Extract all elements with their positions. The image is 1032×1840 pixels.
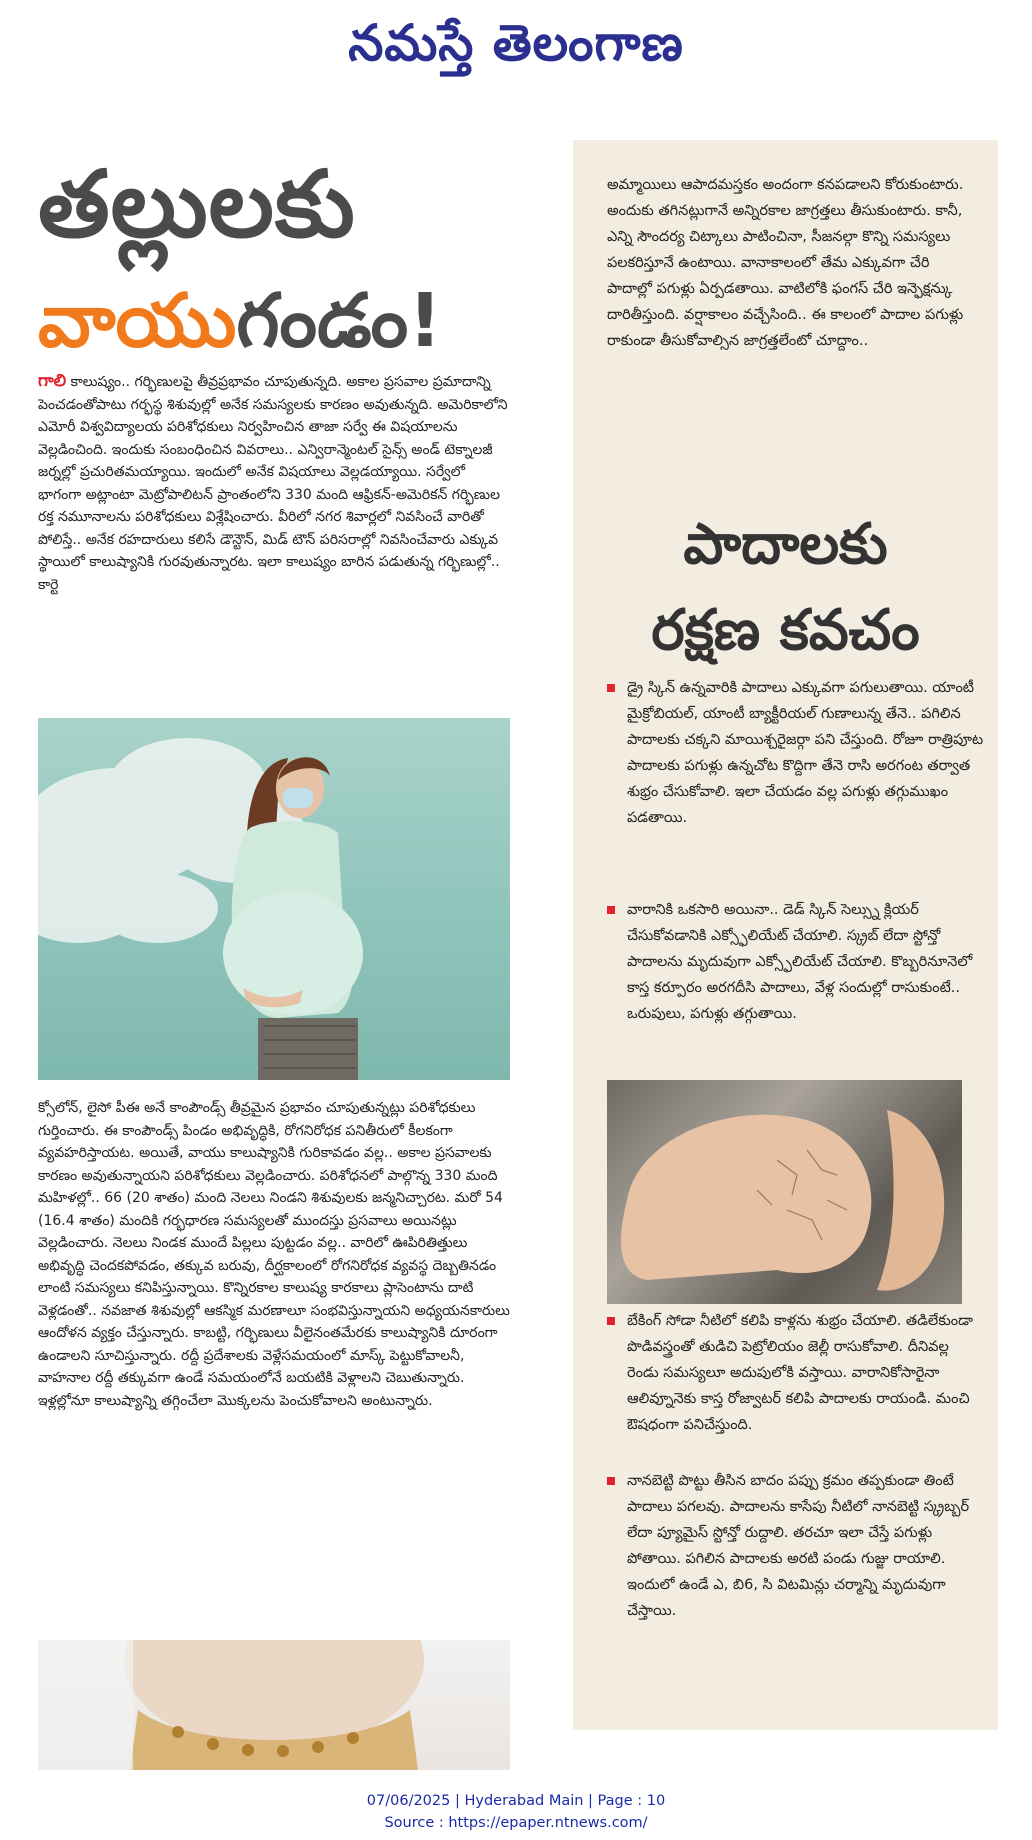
page-footer: [0, 1790, 1032, 1834]
sidebar-headline-line1: పాదాలకు: [683, 512, 888, 577]
headline-line1: తల్లులకు: [38, 151, 356, 258]
footer-edition-info: 07/06/2025 | Hyderabad Main | Page : 10: [366, 1793, 666, 1809]
source-link[interactable]: https://epaper.ntnews.com/: [448, 1815, 648, 1831]
footer-source: [0, 1812, 1032, 1834]
masthead-title: నమస్తే తెలంగాణ: [348, 14, 684, 72]
tip-text: బేకింగ్ సోడా నీటిలో కలిపి కాళ్లను శుభ్రం చేయాలి. తడిలేకుండా పొడివస్త్రంతో తుడిచి పెట్రోలియం జెల్లీ రాసుకోవాలి. దీనివల్ల రెండు సమస్యలూ అదుపులోకి వస్తాయి. వారానికోసారైనా ఆలివ్నూనెకు కాస్త రోజ్వాటర్ కలిపి పాదాలకు రాయండి. మంచి ఔషధంగా పనిచేస్తుంది.: [627, 1313, 973, 1433]
tips-list: [607, 675, 985, 1049]
tip-text: నానబెట్టి పొట్టు తీసిన బాదం పప్పు క్రమం తప్పకుండా తింటే పాదాలు పగలవు. పాదాలను కాసేపు నీటిలో నానబెట్టి స్క్రబ్బర్ లేదా ప్యూమైస్ స్టోన్తో రుద్దాలి. తరచూ ఇలా చేస్తే పగుళ్లు పోతాయి. పగిలిన పాదాలకు అరటి పండు గుజ్జు రాయాలి. ఇందులో ఉండే ఎ, బి6, సి విటమిన్లు చర్మాన్ని మృదువుగా చేస్తాయి.: [627, 1473, 970, 1619]
bullet-icon: [607, 1317, 615, 1325]
bullet-icon: [607, 684, 615, 692]
tip-item: [607, 1468, 985, 1668]
cracked-heels-photo: [607, 1080, 962, 1304]
sidebar-headline: [573, 502, 998, 674]
headline-accent: వాయు: [38, 278, 237, 364]
sidebar-intro: [607, 172, 979, 494]
tip-item: [607, 897, 985, 1049]
tip-text: డ్రై స్కిన్ ఉన్నవారికి పాదాలు ఎక్కువగా పగులుతాయి. యాంటీ మైక్రోబియల్, యాంటీ బ్యాక్టీరియల్ గుణాలున్న తేనె.. పగిలిన పాదాలకు చక్కని మాయిశ్చరైజర్గా పని చేస్తుంది. రోజూ రాత్రిపూట పాదాలకు పగుళ్లు ఉన్నచోట కొద్దిగా తేనె రాసి అరగంట తర్వాత శుభ్రం చేసుకోవాలి. ఇలా చేయడం వల్ల పగుళ్లు తగ్గుముఖం పడతాయి.: [627, 680, 984, 826]
sidebar-intro-text: అమ్మాయిలు ఆపాదమస్తకం అందంగా కనపడాలని కోరుకుంటారు. అందుకు తగినట్లుగానే అన్నిరకాల జాగ్రత్తలు తీసుకుంటారు. కానీ, ఎన్ని సౌందర్య చిట్కాలు పాటించినా, సీజనల్గా కొన్ని సమస్యలు పలకరిస్తూనే ఉంటాయి. వానాకాలంలో తేమ ఎక్కువగా చేరి పాదాల్లో పగుళ్లు ఏర్పడతాయి. వాటిలోకి ఫంగస్ చేరి ఇన్ఫెక్షన్కు దారితీస్తుంది. వర్షాకాలం వచ్చేసింది.. ఈ కాలంలో పాదాల పగుళ్లు రాకుండా తీసుకోవాల్సిన జాగ్రత్తలేంటో చూద్దాం..: [607, 177, 964, 349]
article-paragraph-1: [38, 370, 510, 710]
tip-item: [607, 675, 985, 897]
tip-item: [607, 1308, 985, 1468]
tips-list-continued: [607, 1308, 985, 1668]
bullet-icon: [607, 1477, 615, 1485]
article-paragraph-2: క్సోలోన్, లైసో పీఈ అనే కాంపౌండ్స్ తీవ్రమైన ప్రభావం చూపుతున్నట్లు పరిశోధకులు గుర్తించారు. ఈ కాంపౌండ్స్ పిండం అభివృద్ధికి, రోగనిరోధక పనితీరులో కీలకంగా వ్యవహరిస్తాయట. అయితే, వాయు కాలుష్యానికి గురికావడం వల్ల.. అకాల ప్రసవాలకు కారణం అవుతున్నాయని పరిశోధకులు వెల్లడించారు. పరిశోధనలో పాల్గొన్న 330 మంది మహిళల్లో.. 66 (20 శాతం) మంది నెలలు నిండని శిశువులకు జన్మనిచ్చారట. మరో 54 (16.4 శాతం) మందికి గర్భధారణ సమస్యలతో ముందస్తు ప్రసవాలు అయినట్లు వెల్లడించారు. నెలలు నిండక ముందే పిల్లలు పుట్టడం వల్ల.. వారిలో ఊపిరితిత్తులు అభివృద్ధి చెందకపోవడం, తక్కువ బరువు, దీర్ఘకాలంలో రోగనిరోధక వ్యవస్థ దెబ్బతినడం లాంటి సమస్యలు కనిపిస్తున్నాయి. కొన్నిరకాల కాలుష్య కారకాలు ప్లాసెంటాను దాటి వెళ్లడంతో.. నవజాత శిశువుల్లో ఆకస్మిక మరణాలూ సంభవిస్తున్నాయని అధ్యయనకారులు ఆందోళన వ్యక్తం చేస్తున్నారు. కాబట్టి, గర్భిణులు వీలైనంతమేరకు కాలుష్యానికి దూరంగా ఉండాలని సూచిస్తున్నారు. రద్దీ ప్రదేశాలకు వెళ్లేసమయంలో మాస్క్ పెట్టుకోవాలనీ, వాహనాల రద్దీ తక్కువగా ఉండే సమయంలోనే బయటికి వెళ్లాలని చెబుతున్నారు. ఇళ్లల్లోనూ కాలుష్యాన్ని తగ్గించేలా మొక్కలను పెంచుకోవాలని అంటున్నారు.: [38, 1100, 510, 1409]
sidebar-headline-line2: రక్షణ కవచం: [651, 598, 920, 663]
sidebar-article: [573, 140, 998, 1730]
footer-source-label: Source :: [384, 1815, 449, 1831]
paragraph-1-text: కాలుష్యం.. గర్భిణులపై తీవ్రప్రభావం చూపుతున్నది. అకాల ప్రసవాల ప్రమాదాన్ని పెంచడంతోపాటు గర్భస్థ శిశువుల్లో అనేక సమస్యలకు కారణం అవుతున్నది. అమెరికాలోని ఎమోరీ విశ్వవిద్యాలయ పరిశోధకులు నిర్వహించిన తాజా సర్వే ఈ విషయాలను వెల్లడించింది. ఇందుకు సంబంధించిన వివరాలు.. ఎన్విరాన్మెంటల్ సైన్స్ అండ్ టెక్నాలజీ జర్నల్లో ప్రచురితమయ్యాయి. ఇందులో అనేక విషయాలు వెల్లడయ్యాయి. సర్వేలో భాగంగా అట్లాంటా మెట్రోపాలిటన్ ప్రాంతంలోని 330 మంది ఆఫ్రికన్-అమెరికన్ గర్భిణుల రక్త నమూనాలను పరిశోధకులు విశ్లేషించారు. వీరిలో నగర శివార్లలో నివసించే వారితో పోలిస్తే.. అనేక రహదారులు కలిసే డౌన్టౌన్, మిడ్ టౌన్ పరిసరాల్లో నివసించేవారు ఎక్కువ స్థాయిలో కాలుష్యానికి గురవుతున్నారట. ఇలా కాలుష్యం బారిన పడుతున్న గర్భిణుల్లో.. కార్టె: [38, 374, 508, 593]
pregnant-woman-photo: [38, 718, 510, 1080]
tip-text: వారానికి ఒకసారి అయినా.. డెడ్ స్కిన్ సెల్స్ను క్లియర్ చేసుకోవడానికి ఎక్స్ఫోలియేట్ చేయాలి. స్క్రబ్ లేదా స్టోన్తో పాదాలను మృదువుగా ఎక్స్ఫోలియేట్ చేయాలి. కొబ్బరినూనెలో కాస్త కర్పూరం అరగదీసి పాదాలు, వేళ్ల సందుల్లో రాసుకుంటే.. ఒరుపులు, పగుళ్లు తగ్గుతాయి.: [627, 902, 973, 1022]
bullet-icon: [607, 906, 615, 914]
headline-line2: [38, 266, 510, 376]
lead-word: గాలి: [38, 371, 67, 391]
neck-photo: [38, 1640, 510, 1770]
article-headline: [38, 140, 510, 376]
headline-rest: గండం!: [236, 278, 442, 364]
